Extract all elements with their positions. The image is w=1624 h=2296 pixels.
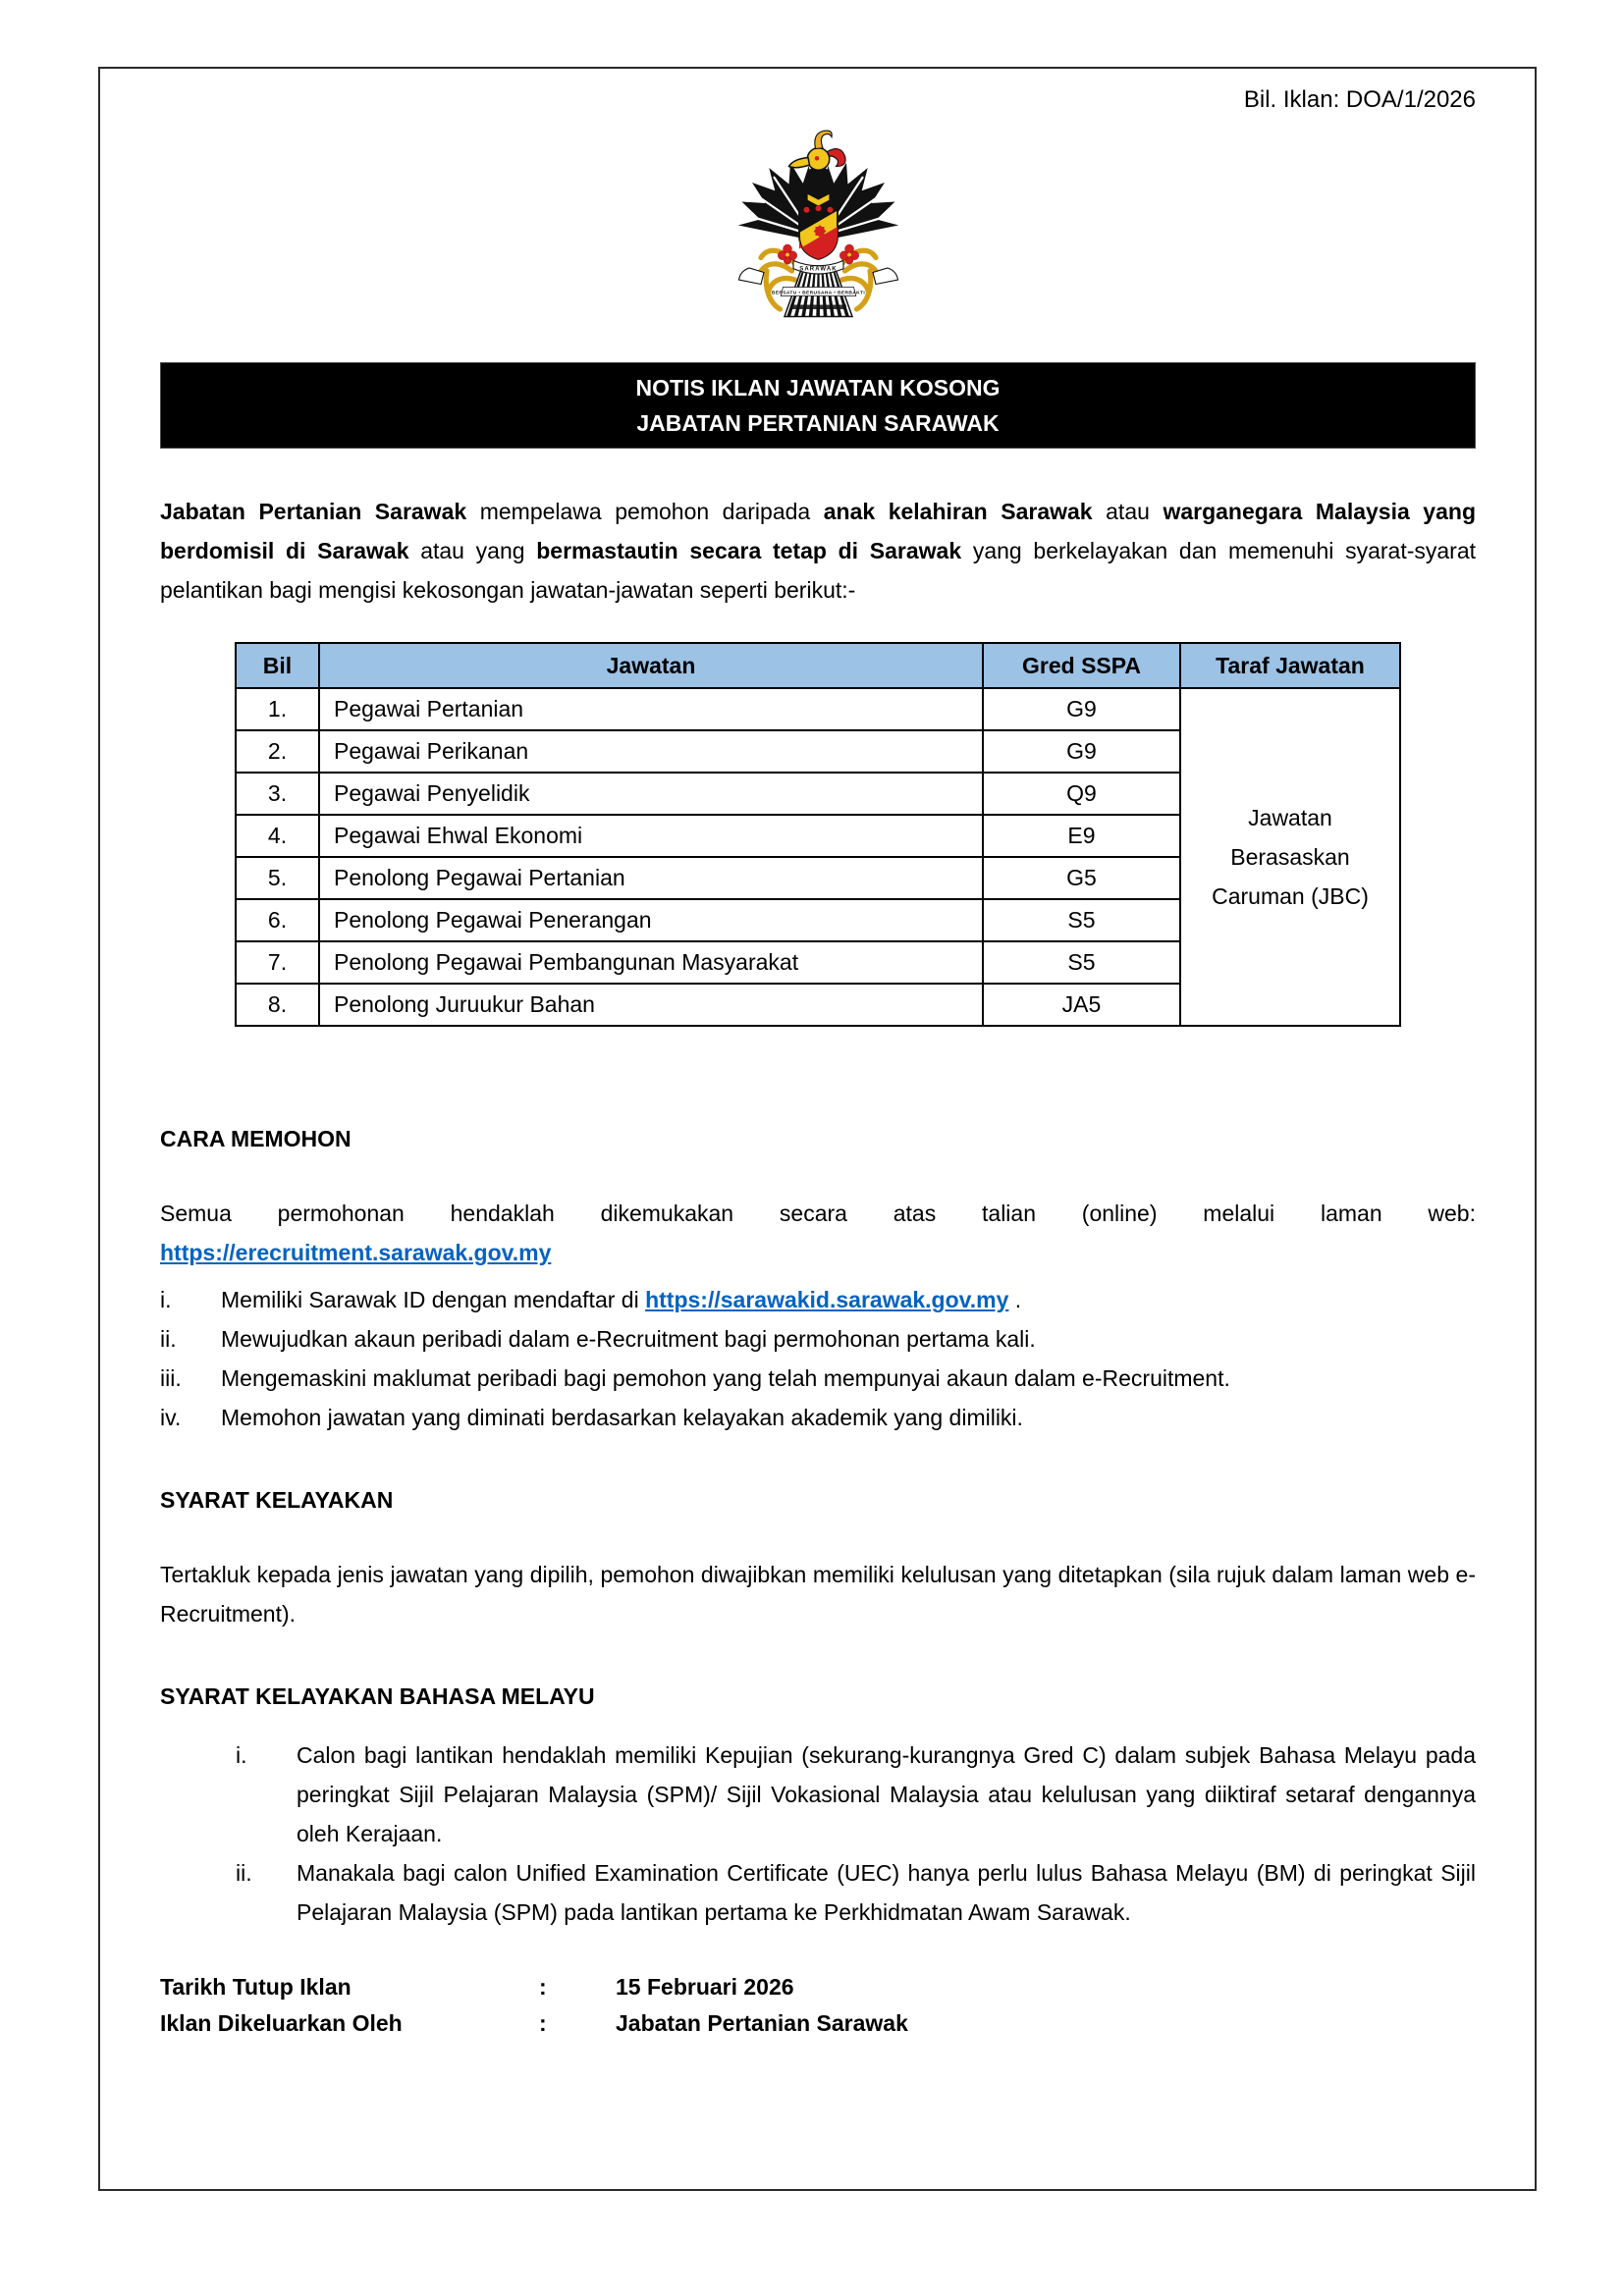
row-bil: 4. bbox=[236, 815, 319, 857]
hornbill-head-icon bbox=[788, 131, 845, 170]
intro-bold-agency: Jabatan Pertanian Sarawak bbox=[160, 499, 467, 524]
list-item-text bbox=[221, 1280, 1476, 1319]
advert-ref-number: Bil. Iklan: DOA/1/2026 bbox=[1243, 86, 1476, 113]
intro-text: atau bbox=[1092, 499, 1164, 524]
syarat-kelayakan-paragraph: Tertakluk kepada jenis jawatan yang dipilih, pemohon diwajibkan memiliki kelulusan yang ditetapkan (sila rujuk dalam laman web e-Recruitment). bbox=[160, 1562, 1476, 1627]
table-header-row bbox=[236, 643, 1400, 688]
row-bil: 6. bbox=[236, 899, 319, 941]
intro-text: yang berkelayakan dan memenuhi syarat-syarat pelantikan bagi mengisi kekosongan jawatan-jawatan seperti berikut:- bbox=[160, 538, 1476, 603]
cara-intro-paragraph: Semua permohonan hendaklah dikemukakan secara atas talian (online) melalui laman web: bbox=[160, 1201, 1476, 1226]
intro-text: atau yang bbox=[408, 538, 537, 563]
crest-motto-text: BERSATU • BERUSAHA • BERBAKTI bbox=[771, 291, 865, 296]
row-gred: S5 bbox=[983, 899, 1180, 941]
list-item bbox=[160, 1280, 1476, 1319]
list-text-post: . bbox=[1008, 1287, 1022, 1312]
row-jawatan: Pegawai Perikanan bbox=[319, 730, 983, 773]
crest-scroll-text: SARAWAK bbox=[798, 266, 838, 273]
list-marker: i. bbox=[236, 1742, 247, 1768]
erecruitment-link[interactable]: https://erecruitment.sarawak.gov.my bbox=[160, 1240, 552, 1265]
notice-page bbox=[98, 67, 1537, 2191]
header-taraf: Taraf Jawatan bbox=[1180, 643, 1400, 688]
row-bil: 7. bbox=[236, 941, 319, 984]
row-bil: 5. bbox=[236, 857, 319, 899]
row-gred: Q9 bbox=[983, 773, 1180, 815]
taraf-merged-cell: Jawatan Berasaskan Caruman (JBC) bbox=[1180, 688, 1400, 1026]
row-bil: 2. bbox=[236, 730, 319, 773]
syarat-kelayakan-heading: SYARAT KELAYAKAN bbox=[160, 1487, 394, 1513]
list-marker: iii. bbox=[160, 1365, 182, 1391]
notice-title-banner bbox=[160, 362, 1476, 449]
table-row bbox=[236, 688, 1400, 730]
syarat-bm-list bbox=[236, 1735, 1476, 1932]
list-item-text: Mengemaskini maklumat peribadi bagi pemohon yang telah mempunyai akaun dalam e-Recruitment. bbox=[221, 1365, 1230, 1391]
row-jawatan: Penolong Pegawai Penerangan bbox=[319, 899, 983, 941]
list-item bbox=[160, 1398, 1476, 1437]
vacancies-table bbox=[235, 642, 1401, 1027]
issued-by-label: Iklan Dikeluarkan Oleh bbox=[160, 2010, 403, 2036]
sarawak-crest-logo bbox=[723, 124, 914, 345]
row-gred: G5 bbox=[983, 857, 1180, 899]
logo-container bbox=[160, 124, 1476, 345]
intro-bold-anak: anak kelahiran Sarawak bbox=[823, 499, 1093, 524]
header-bil: Bil bbox=[236, 643, 319, 688]
row-bil: 1. bbox=[236, 688, 319, 730]
intro-bold-warganegara: warganegara Malaysia yang berdomisil di Sarawak bbox=[160, 499, 1476, 563]
list-text-pre: Memiliki Sarawak ID dengan mendaftar di bbox=[221, 1287, 646, 1312]
row-gred: JA5 bbox=[983, 984, 1180, 1026]
closing-date-label: Tarikh Tutup Iklan bbox=[160, 1974, 352, 2000]
row-jawatan: Penolong Juruukur Bahan bbox=[319, 984, 983, 1026]
sarawak-scroll-icon bbox=[793, 261, 843, 275]
issued-by-row bbox=[160, 2005, 1476, 2042]
closing-date-row bbox=[160, 1969, 1476, 2005]
banner-line-1: NOTIS IKLAN JAWATAN KOSONG bbox=[635, 375, 1001, 400]
intro-bold-bermastautin: bermastautin secara tetap di Sarawak bbox=[536, 538, 962, 563]
banner-line-2: JABATAN PERTANIAN SARAWAK bbox=[636, 410, 1000, 436]
colon-separator: : bbox=[539, 2010, 547, 2036]
row-gred: G9 bbox=[983, 730, 1180, 773]
list-item-text: Manakala bagi calon Unified Examination Certificate (UEC) hanya perlu lulus Bahasa Melayu (BM) di peringkat Sijil Pelajaran Malaysia (SPM) pada lantikan pertama ke Perkhidmatan Awam Sarawak. bbox=[297, 1860, 1476, 1925]
list-item bbox=[236, 1735, 1476, 1853]
row-jawatan: Pegawai Ehwal Ekonomi bbox=[319, 815, 983, 857]
list-marker: iv. bbox=[160, 1405, 182, 1430]
closing-date-value: 15 Februari 2026 bbox=[616, 1974, 794, 2000]
intro-text: mempelawa pemohon daripada bbox=[466, 499, 824, 524]
cara-memohon-list bbox=[160, 1280, 1476, 1437]
header-jawatan: Jawatan bbox=[319, 643, 983, 688]
shield-icon bbox=[799, 205, 838, 259]
list-item-text: Calon bagi lantikan hendaklah memiliki Kepujian (sekurang-kurangnya Gred C) dalam subjek Bahasa Melayu pada peringkat Sijil Pelajaran Malaysia (SPM)/ Sijil Vokasional Malaysia atau kelulusan yang diiktiraf setaraf dengannya oleh Kerajaan. bbox=[297, 1742, 1476, 1846]
list-item bbox=[160, 1359, 1476, 1398]
row-gred: S5 bbox=[983, 941, 1180, 984]
list-item-text: Mewujudkan akaun peribadi dalam e-Recruitment bagi permohonan pertama kali. bbox=[221, 1326, 1036, 1352]
list-marker: i. bbox=[160, 1287, 172, 1312]
list-item-text: Memohon jawatan yang diminati berdasarkan kelayakan akademik yang dimiliki. bbox=[221, 1405, 1023, 1430]
row-jawatan: Pegawai Penyelidik bbox=[319, 773, 983, 815]
row-jawatan: Penolong Pegawai Pertanian bbox=[319, 857, 983, 899]
colon-separator: : bbox=[539, 1974, 547, 2000]
row-bil: 3. bbox=[236, 773, 319, 815]
sarawakid-link[interactable]: https://sarawakid.sarawak.gov.my bbox=[645, 1287, 1009, 1312]
notice-footer bbox=[160, 1969, 1476, 2042]
row-bil: 8. bbox=[236, 984, 319, 1026]
list-marker: ii. bbox=[236, 1860, 252, 1886]
erecruitment-link-line bbox=[160, 1233, 1476, 1272]
list-item bbox=[160, 1319, 1476, 1359]
list-item bbox=[236, 1853, 1476, 1932]
row-gred: G9 bbox=[983, 688, 1180, 730]
cara-memohon-heading: CARA MEMOHON bbox=[160, 1126, 352, 1151]
row-jawatan: Pegawai Pertanian bbox=[319, 688, 983, 730]
intro-paragraph bbox=[160, 492, 1476, 610]
row-jawatan: Penolong Pegawai Pembangunan Masyarakat bbox=[319, 941, 983, 984]
syarat-bm-heading: SYARAT KELAYAKAN BAHASA MELAYU bbox=[160, 1683, 595, 1709]
header-gred: Gred SSPA bbox=[983, 643, 1180, 688]
list-marker: ii. bbox=[160, 1326, 177, 1352]
issued-by-value: Jabatan Pertanian Sarawak bbox=[616, 2010, 908, 2036]
row-gred: E9 bbox=[983, 815, 1180, 857]
